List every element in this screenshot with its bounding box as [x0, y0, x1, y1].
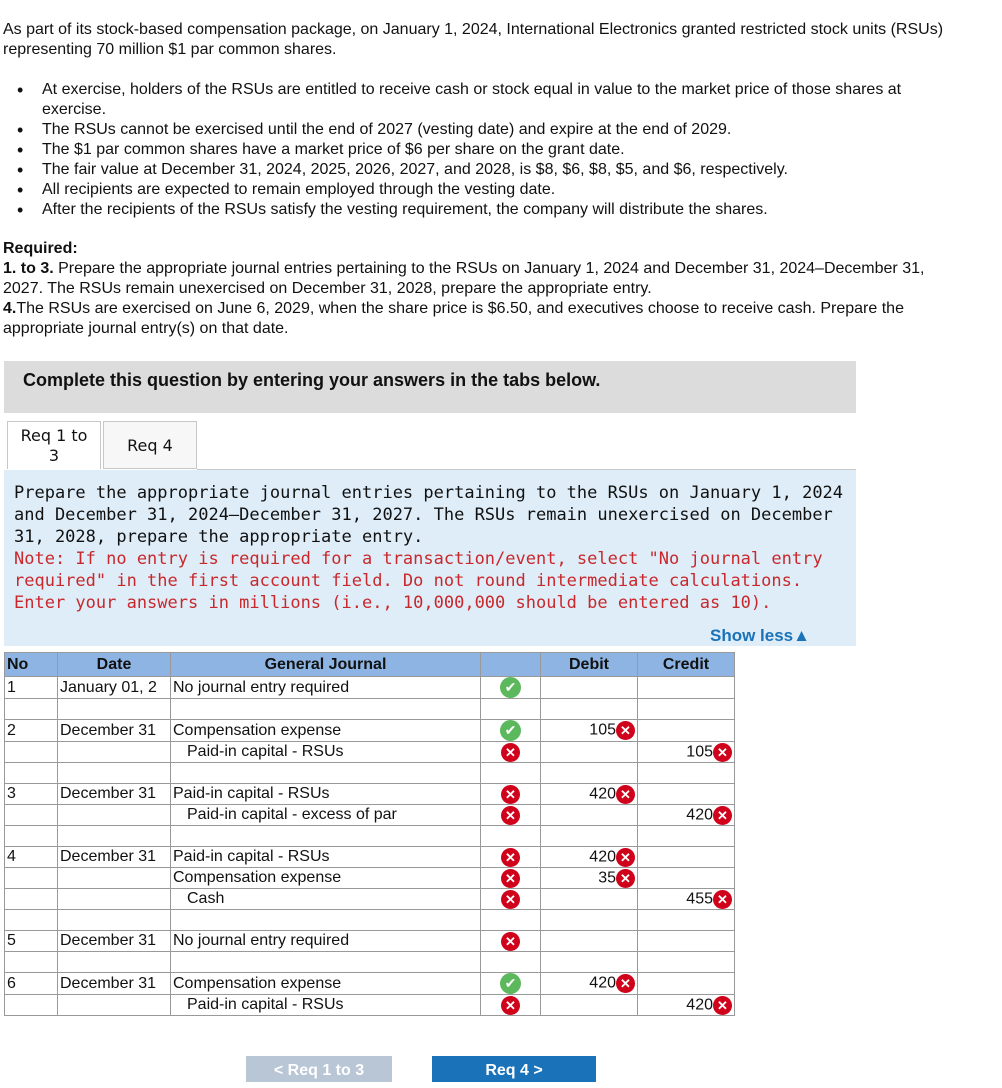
- x-icon: ✕: [501, 996, 520, 1015]
- account-field[interactable]: Paid-in capital - RSUs: [171, 847, 481, 868]
- facts-list: [0, 80, 960, 220]
- fact-item: • All recipients are expected to remain employed through the vesting date.: [0, 180, 960, 200]
- x-icon: ✕: [501, 785, 520, 804]
- debit-field[interactable]: [541, 931, 638, 952]
- instructions-note: Note: If no entry is required for a transaction/event, select "No journal entry required" in the first account field. Do not round intermediate calculations. Enter your answers in millions (i.e., 10,000,000 should be entered as 10).: [14, 549, 823, 613]
- table-row: 1 January 01, 2 No journal entry required ✔: [5, 677, 735, 699]
- debit-field[interactable]: 35 ✕: [541, 868, 638, 889]
- credit-field[interactable]: [638, 847, 735, 868]
- account-field[interactable]: Compensation expense: [171, 868, 481, 889]
- date-field[interactable]: [58, 868, 171, 889]
- credit-field[interactable]: [638, 868, 735, 889]
- x-icon: ✕: [616, 785, 635, 804]
- x-icon: ✕: [501, 932, 520, 951]
- header-no: No: [5, 653, 58, 677]
- next-button[interactable]: Req 4 >: [432, 1056, 596, 1082]
- tab-req-1-to-3[interactable]: Req 1 to 3: [7, 421, 101, 469]
- date-field[interactable]: January 01, 2: [58, 677, 171, 699]
- x-icon: ✕: [713, 996, 732, 1015]
- debit-field[interactable]: [541, 805, 638, 826]
- fact-item: • At exercise, holders of the RSUs are entitled to receive cash or stock equal in value to the market price of those shares at exercise.: [0, 80, 960, 120]
- account-field[interactable]: Paid-in capital - RSUs: [171, 742, 481, 763]
- instruction-banner: Complete this question by entering your answers in the tabs below.: [4, 361, 856, 413]
- header-debit: Debit: [541, 653, 638, 677]
- date-field[interactable]: December 31: [58, 847, 171, 868]
- intro-paragraph: As part of its stock-based compensation package, on January 1, 2024, International Electronics granted restricted stock units (RSUs) representing 70 million $1 par common shares.: [3, 21, 944, 58]
- x-icon: ✕: [501, 869, 520, 888]
- debit-field[interactable]: 420 ✕: [541, 847, 638, 868]
- tab-req-4[interactable]: Req 4: [103, 421, 197, 469]
- prev-button[interactable]: < Req 1 to 3: [246, 1056, 392, 1082]
- account-field[interactable]: Cash: [171, 889, 481, 910]
- credit-field[interactable]: [638, 931, 735, 952]
- fact-item: • The fair value at December 31, 2024, 2025, 2026, 2027, and 2028, is $8, $6, $8, $5, and $6, respectively.: [0, 160, 960, 180]
- instructions-panel: [4, 470, 856, 646]
- x-icon: ✕: [501, 806, 520, 825]
- x-icon: ✕: [616, 869, 635, 888]
- x-icon: ✕: [713, 890, 732, 909]
- check-icon: ✔: [500, 677, 521, 698]
- account-field[interactable]: Paid-in capital - excess of par: [171, 805, 481, 826]
- journal-table: [4, 652, 735, 1016]
- x-icon: ✕: [501, 890, 520, 909]
- date-field[interactable]: December 31: [58, 720, 171, 742]
- table-row: 6 December 31 Compensation expense ✔ 420 ✕: [5, 973, 735, 995]
- table-row: [5, 805, 735, 826]
- date-field[interactable]: [58, 995, 171, 1016]
- credit-field[interactable]: [638, 720, 735, 742]
- required-section: Required: 1. to 3. Prepare the appropriate journal entries pertaining to the RSUs on January 1, 2024 and December 31, 2024–December 31, 2027. The RSUs remain unexercised on December 31, 2028, prepare the appropriate entry. 4.The RSUs are exercised on June 6, 2029, when the share price is $6.50, and executives choose to receive cash. Prepare the appropriate journal entry(s) on that date.: [3, 240, 925, 337]
- header-date: Date: [58, 653, 171, 677]
- credit-field[interactable]: [638, 784, 735, 805]
- check-icon: ✔: [500, 973, 521, 994]
- table-row: [5, 742, 735, 763]
- fact-item: • After the recipients of the RSUs satisfy the vesting requirement, the company will distribute the shares.: [0, 200, 960, 220]
- debit-field[interactable]: [541, 889, 638, 910]
- x-icon: ✕: [713, 743, 732, 762]
- debit-field[interactable]: [541, 995, 638, 1016]
- x-icon: ✕: [713, 806, 732, 825]
- date-field[interactable]: [58, 805, 171, 826]
- account-field[interactable]: Paid-in capital - RSUs: [171, 784, 481, 805]
- table-row: [5, 868, 735, 889]
- date-field[interactable]: December 31: [58, 931, 171, 952]
- table-row: 4 December 31 Paid-in capital - RSUs ✕ 420 ✕: [5, 847, 735, 868]
- debit-field[interactable]: [541, 742, 638, 763]
- account-field[interactable]: No journal entry required: [171, 677, 481, 699]
- header-credit: Credit: [638, 653, 735, 677]
- table-row: 2 December 31 Compensation expense ✔ 105 ✕: [5, 720, 735, 742]
- instructions-text: Prepare the appropriate journal entries pertaining to the RSUs on January 1, 2024 and December 31, 2024–December 31, 2027. The RSUs remain unexercised on December 31, 2028, prepare the appropriate entry.: [14, 483, 844, 547]
- show-less-link[interactable]: Show less▲: [710, 626, 810, 645]
- credit-field[interactable]: 455 ✕: [638, 889, 735, 910]
- debit-field[interactable]: 420 ✕: [541, 784, 638, 805]
- x-icon: ✕: [616, 721, 635, 740]
- check-icon: ✔: [500, 720, 521, 741]
- date-field[interactable]: December 31: [58, 973, 171, 995]
- credit-field[interactable]: [638, 973, 735, 995]
- x-icon: ✕: [501, 743, 520, 762]
- credit-field[interactable]: 420 ✕: [638, 995, 735, 1016]
- required-heading: Required:: [3, 240, 78, 257]
- account-field[interactable]: No journal entry required: [171, 931, 481, 952]
- fact-item: • The $1 par common shares have a market price of $6 per share on the grant date.: [0, 140, 960, 160]
- account-field[interactable]: Paid-in capital - RSUs: [171, 995, 481, 1016]
- date-field[interactable]: [58, 742, 171, 763]
- x-icon: ✕: [501, 848, 520, 867]
- date-field[interactable]: December 31: [58, 784, 171, 805]
- debit-field[interactable]: 105 ✕: [541, 720, 638, 742]
- account-field[interactable]: Compensation expense: [171, 973, 481, 995]
- fact-item: • The RSUs cannot be exercised until the end of 2027 (vesting date) and expire at the end of 2029.: [0, 120, 960, 140]
- debit-field[interactable]: 420 ✕: [541, 973, 638, 995]
- credit-field[interactable]: 420 ✕: [638, 805, 735, 826]
- table-row: [5, 889, 735, 910]
- x-icon: ✕: [616, 848, 635, 867]
- header-journal: General Journal: [171, 653, 481, 677]
- table-row: 3 December 31 Paid-in capital - RSUs ✕ 420 ✕: [5, 784, 735, 805]
- account-field[interactable]: Compensation expense: [171, 720, 481, 742]
- x-icon: ✕: [616, 974, 635, 993]
- table-row: 5 December 31 No journal entry required ✕: [5, 931, 735, 952]
- date-field[interactable]: [58, 889, 171, 910]
- credit-field[interactable]: 105 ✕: [638, 742, 735, 763]
- table-row: [5, 995, 735, 1016]
- credit-field[interactable]: [638, 677, 735, 699]
- debit-field[interactable]: [541, 677, 638, 699]
